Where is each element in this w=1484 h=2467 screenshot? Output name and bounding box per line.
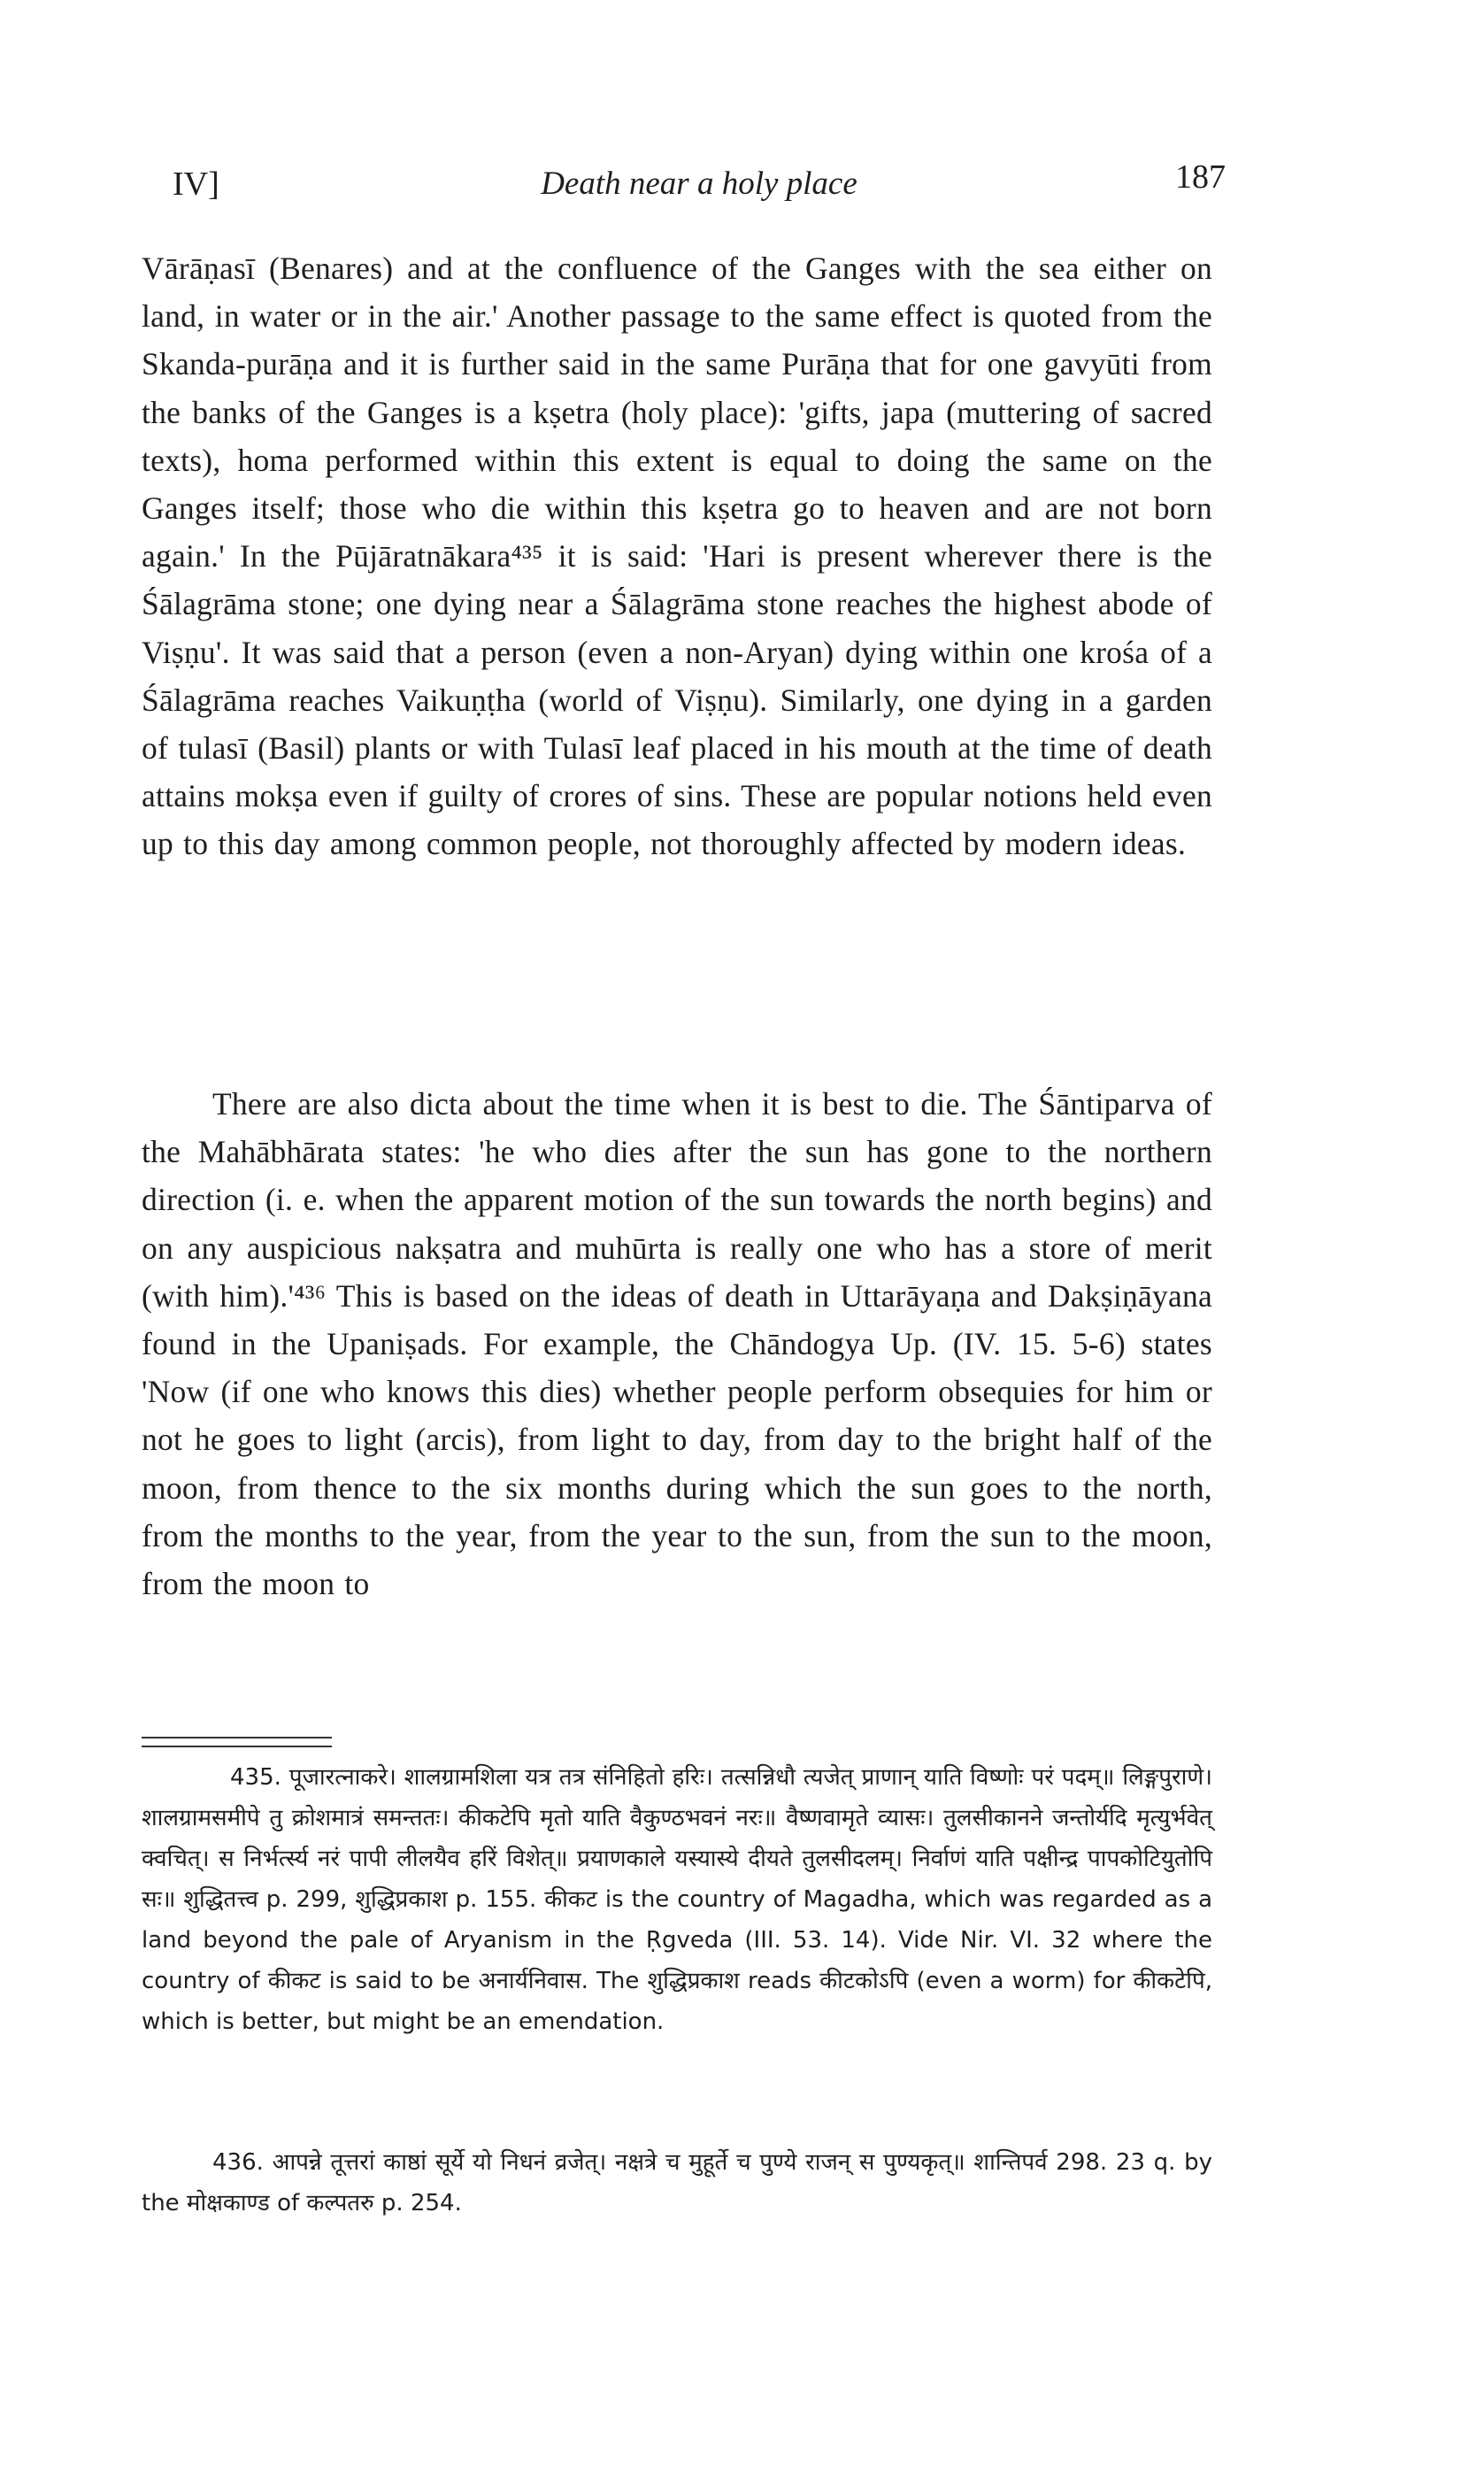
footnote-436 [142,2142,1212,2224]
running-header [173,158,1226,209]
page-number: 187 [1175,158,1226,196]
paragraph-text: Vārāṇasī (Benares) and at the confluence of the Ganges with the sea either on land, in water or in the air.' Another passage to the same effect is quoted from the Skanda-purāṇa and it is further said in the same Purāṇa that for one gavyūti from the banks of the Ganges is a kṣetra (holy place): 'gifts, japa (muttering of sacred texts), homa performed within this extent is equal to doing the same on the Ganges itself; those who die within this kṣetra go to heaven and are not born again.' In the Pūjāratnākara⁴³⁵ it is said: 'Hari is present wherever there is the Śālagrāma stone; one dying near a Śālagrāma stone reaches the highest abode of Viṣṇu'. It was said that a person (even a non-Aryan) dying within one krośa of a Śālagrāma reaches Vaikuṇṭha (world of Viṣṇu). Similarly, one dying in a garden of tulasī (Basil) plants or with Tulasī leaf placed in his mouth at the time of death attains mokṣa even if guilty of crores of sins. These are popular notions held even up to this day among common people, not thoroughly affected by modern ideas. [142,251,1212,862]
body-paragraph-1 [142,244,1212,868]
chapter-marker: IV] [173,166,219,203]
footnote-separator [142,1737,332,1747]
body-paragraph-2 [142,1080,1212,1607]
running-title: Death near a holy place [541,166,857,202]
paragraph-text: There are also dicta about the time when it is best to die. The Śāntiparva of the Mahābhārata states: 'he who dies after the sun has gone to the northern direction (i. e. when the apparent motion of the sun towards the north begins) and on any auspicious nakṣatra and muhūrta is really one who has a store of merit (with him).'⁴³⁶ This is based on the ideas of death in Uttarāyaṇa and Dakṣiṇāyana found in the Upaniṣads. For example, the Chāndogya Up. (IV. 15. 5-6) states 'Now (if one who knows this dies) whether people perform obsequies for him or not he goes to light (arcis), from light to day, from day to the bright half of the moon, from thence to the six months during which the sun goes to the north, from the months to the year, from the year to the sun, from the sun to the moon, from the moon to [142,1086,1212,1602]
footnote-435 [142,1757,1212,2042]
footnote-text: 436. आपन्ने तूत्तरां काष्ठां सूर्ये यो निधनं व्रजेत्। नक्षत्रे च मुहूर्ते च पुण्ये राजन् स पुण्यकृत्॥ शान्तिपर्व 298. 23 q. by the मोक्षकाण्ड of कल्पतरु p. 254. [142,2149,1212,2216]
footnote-text: 435. पूजारत्नाकरे। शालग्रामशिला यत्र तत्र संनिहितो हरिः। तत्सन्निधौ त्यजेत् प्राणान् याति विष्णोः परं पदम्॥ लिङ्गपुराणे। शालग्रामसमीपे तु क्रोशमात्रं समन्ततः। कीकटेपि मृतो याति वैकुण्ठभवनं नरः॥ वैष्णवामृते व्यासः। तुलसीकानने जन्तोर्यदि मृत्युर्भवेत् क्वचित्। स निर्भर्त्स्य नरं पापी लीलयैव हरिं विशेत्॥ प्रयाणकाले यस्यास्ये दीयते तुलसीदलम्। निर्वाणं याति पक्षीन्द्र पापकोटियुतोपि सः॥ शुद्धितत्त्व p. 299, शुद्धिप्रकाश p. 155. कीकट is the country of Magadha, which was regarded as a land beyond the pale of Aryanism in the Ṛgveda (III. 53. 14). Vide Nir. VI. 32 where the country of कीकट is said to be अनार्यनिवास. The शुद्धिप्रकाश reads कीटकोऽपि (even a worm) for कीकटेपि, which is better, but might be an emendation. [142,1764,1212,2035]
